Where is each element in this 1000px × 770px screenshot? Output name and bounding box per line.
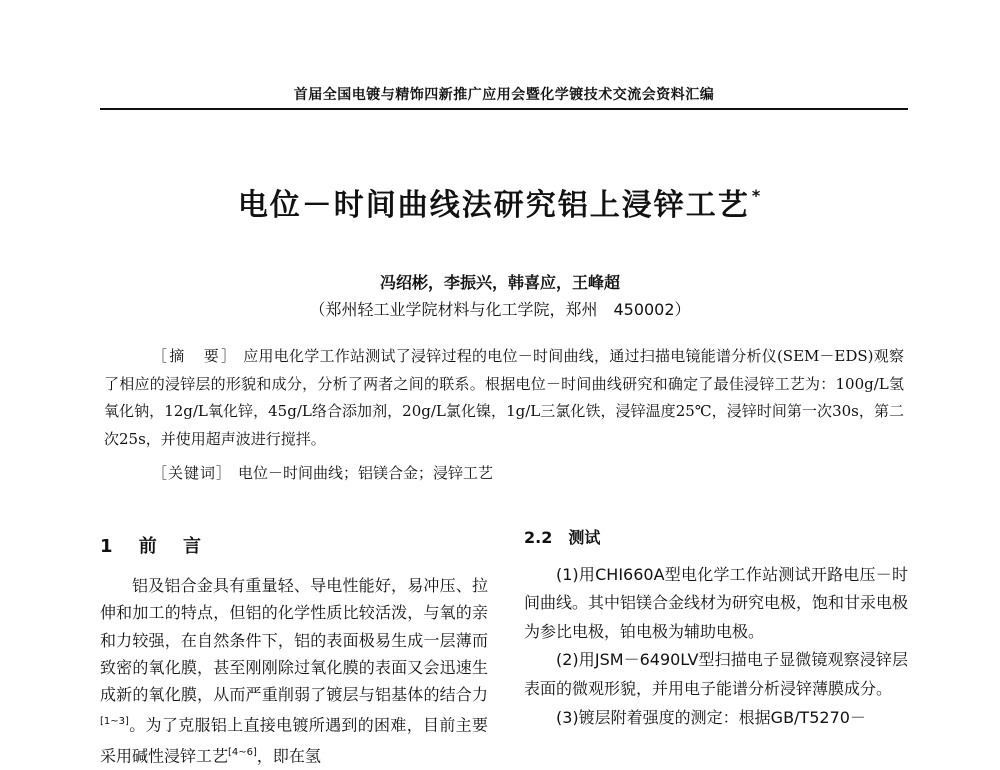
title-footnote-mark: * [751, 186, 763, 205]
abstract-text: 应用电化学工作站测试了浸锌过程的电位－时间曲线，通过扫描电镜能谱分析仪(SEM－EDS)观察了相应的浸锌层的形貌和成分，分析了两者之间的联系。根据电位－时间曲线研究和确定了最佳浸锌工艺为：100g/L氢氧化钠，12g/L氧化锌，45g/L络合添加剂，20g/L氯化镍，1g/L三氯化铁，浸锌温度25℃，浸锌时间第一次30s，第二次25s，并使用超声波进行搅拌。 [104, 347, 904, 448]
section-1-heading: 1 前 言 [100, 536, 212, 557]
keywords-label: ［关键词］ [152, 464, 233, 482]
intro-text-part1: 铝及铝合金具有重量轻、导电性能好，易冲压、拉伸和加工的特点，但铝的化学性质比较活泼，与氧的亲和力较强，在自然条件下，铝的表面极易生成一层薄而致密的氧化膜，甚至刚刚除过氧化膜的表面又会迅速生成新的氧化膜，从而严重削弱了镀层与铝基体的结合力 [100, 576, 488, 705]
authors: 冯绍彬，李振兴，韩喜应，王峰超 [379, 273, 620, 292]
test-paragraph-2: (2)用JSM－6490LV型扫描电子显微镜观察浸锌层表面的微观形貌，并用电子能谱分析浸锌薄膜成分。 [524, 650, 908, 698]
intro-text-part2: 。为了克服铝上直接电镀所遇到的困难，目前主要采用碱性浸锌工艺 [100, 715, 488, 766]
paper-title-text: 电位－时间曲线法研究铝上浸锌工艺 [237, 188, 750, 223]
citation-1-3[interactable]: [1~3] [100, 716, 129, 728]
test-paragraph-1: (1)用CHI660A型电化学工作站测试开路电压－时间曲线。其中铝镁合金线材为研究电极，饱和甘汞电极为参比电极，铂电极为辅助电极。 [524, 564, 909, 641]
citation-4-6[interactable]: [4~6] [228, 747, 257, 759]
keywords-text: 电位－时间曲线；铝镁合金；浸锌工艺 [238, 464, 494, 482]
paper-title [0, 180, 1000, 224]
keywords [152, 460, 904, 486]
affiliation: （郑州轻工业学院材料与化工学院，郑州 450002） [309, 300, 691, 319]
intro-text-part3: ，即在氢 [256, 746, 321, 766]
running-header: 首届全国电镀与精饰四新推广应用会暨化学镀技术交流会资料汇编 [293, 87, 715, 103]
abstract [104, 343, 904, 453]
abstract-label: ［摘 要］ [152, 347, 239, 365]
test-paragraph-3: (3)镀层附着强度的测定：根据GB/T5270－ [556, 707, 866, 727]
section-2-2-heading: 2.2 测试 [524, 528, 601, 547]
header-rule [100, 108, 908, 110]
intro-paragraph [100, 572, 488, 770]
abstract-paragraph [104, 343, 904, 453]
left-column [100, 572, 488, 770]
right-column [524, 524, 908, 732]
